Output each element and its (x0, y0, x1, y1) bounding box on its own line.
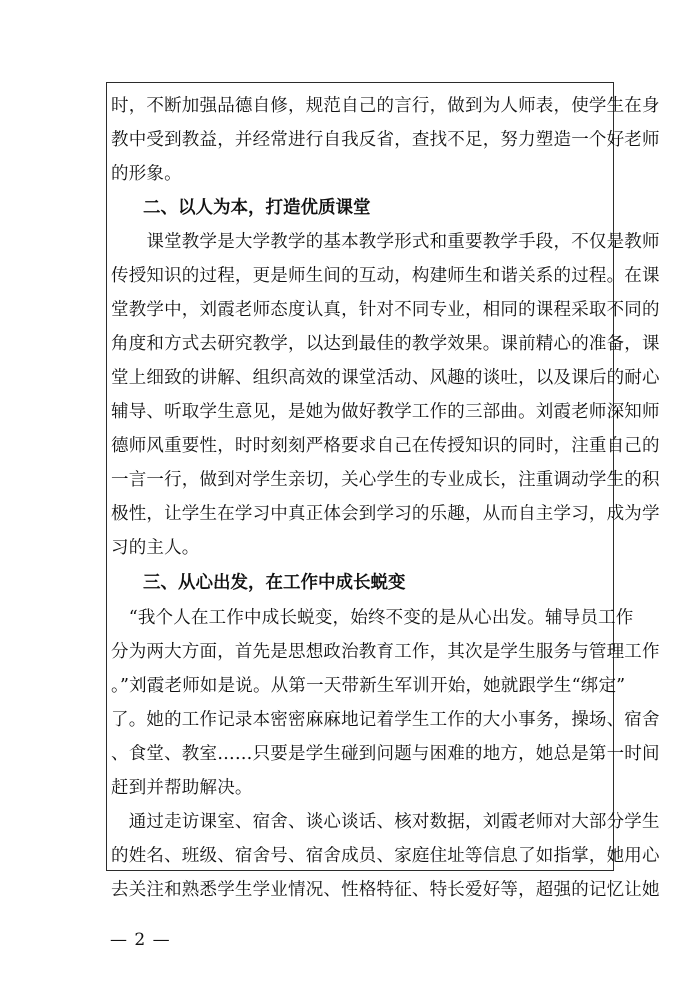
paragraph-line: 分为两大方面，首先是思想政治教育工作，其次是学生服务与管理工作 (111, 642, 660, 662)
section-heading-3: 三、从心出发，在工作中成长蜕变 (143, 573, 406, 593)
paragraph-line: 德师风重要性，时时刻刻严格要求自己在传授知识的同时，注重自己的 (111, 436, 660, 456)
paragraph-line: 一言一行，做到对学生亲切，关心学生的专业成长，注重调动学生的积 (111, 470, 660, 490)
paragraph-line: 的姓名、班级、宿舍号、宿舍成员、家庭住址等信息了如指掌，她用心 (111, 846, 660, 866)
paragraph-line: 去关注和熟悉学生学业情况、性格特征、特长爱好等，超强的记忆让她 (111, 880, 660, 900)
paragraph-line: 的形象。 (111, 164, 182, 184)
paragraph-line: “我个人在工作中成长蜕变，始终不变的是从心出发。辅导员工作 (111, 608, 634, 628)
paragraph-line: 时，不断加强品德自修，规范自己的言行，做到为人师表，使学生在身 (111, 96, 660, 116)
paragraph-line: 课堂教学是大学教学的基本教学形式和重要教学手段，不仅是教师 (111, 232, 660, 252)
paragraph-line: 传授知识的过程，更是师生间的互动，构建师生和谐关系的过程。在课 (111, 266, 660, 286)
paragraph-line: 、食堂、教室……只要是学生碰到问题与困难的地方，她总是第一时间 (111, 744, 660, 764)
section-heading-2: 二、以人为本，打造优质课堂 (143, 198, 371, 218)
paragraph-line: 习的主人。 (111, 538, 200, 558)
paragraph-line: 。”刘霞老师如是说。从第一天带新生军训开始，她就跟学生“绑定” (111, 676, 626, 696)
paragraph-line: 教中受到教益，并经常进行自我反省，查找不足，努力塑造一个好老师 (111, 130, 660, 150)
paragraph-line: 角度和方式去研究教学，以达到最佳的教学效果。课前精心的准备，课 (111, 334, 660, 354)
paragraph-line: 赶到并帮助解决。 (111, 778, 253, 798)
paragraph-line: 堂教学中，刘霞老师态度认真，针对不同专业，相同的课程采取不同的 (111, 300, 660, 320)
paragraph-line: 通过走访课室、宿舍、谈心谈话、核对数据，刘霞老师对大部分学生 (111, 812, 660, 832)
paragraph-line: 极性，让学生在学习中真正体会到学习的乐趣，从而自主学习，成为学 (111, 504, 660, 524)
document-table-frame (106, 82, 660, 900)
paragraph-line: 了。她的工作记录本密密麻麻地记着学生工作的大小事务，操场、宿舍 (111, 710, 660, 730)
paragraph-line: 堂上细致的讲解、组织高效的课堂活动、风趣的谈吐，以及课后的耐心 (111, 368, 660, 388)
document-body (107, 89, 660, 907)
page-number: — 2 — (110, 930, 171, 950)
paragraph-line: 辅导、听取学生意见，是她为做好教学工作的三部曲。刘霞老师深知师 (111, 402, 660, 422)
